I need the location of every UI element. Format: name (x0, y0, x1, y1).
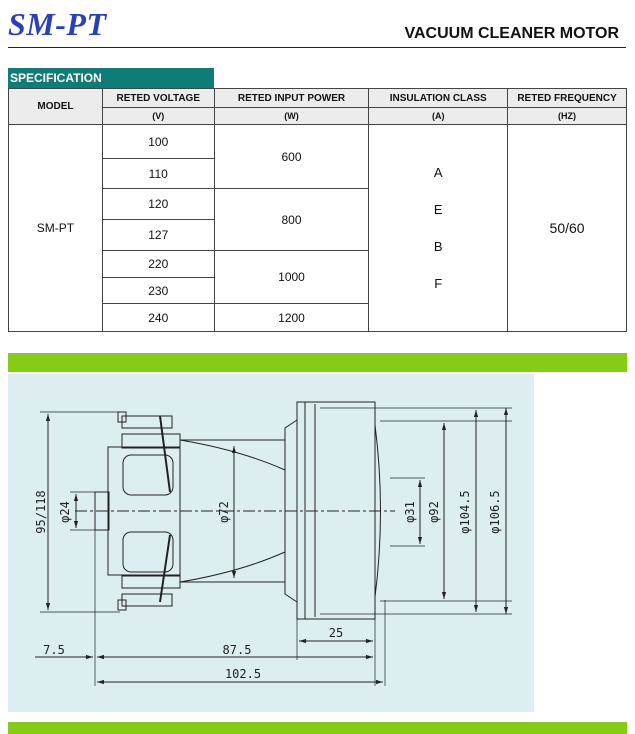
header-insulation: INSULATION CLASS (369, 89, 508, 108)
specification-tab: SPECIFICATION (8, 68, 214, 88)
document-title: VACUUM CLEANER MOTOR (404, 25, 619, 42)
voltage-cell: 240 (102, 304, 214, 332)
unit-voltage: (V) (102, 108, 214, 125)
voltage-cell: 220 (102, 251, 214, 278)
dim-7-5-label: 7.5 (43, 643, 65, 657)
insulation-class: A (433, 165, 443, 180)
brand-logo: SM-PT (8, 6, 107, 42)
voltage-cell: 120 (102, 189, 214, 220)
unit-frequency: (HZ) (508, 108, 627, 125)
dim-phi72-label: φ72 (217, 501, 231, 523)
dim-phi104-5-label: φ104.5 (458, 490, 472, 534)
dim-102-5-label: 102.5 (224, 667, 262, 681)
dim-phi106-5-label: φ106.5 (488, 490, 502, 534)
unit-power: (W) (214, 108, 369, 125)
voltage-cell: 230 (102, 278, 214, 304)
power-cell: 600 (214, 125, 369, 189)
voltage-cell: 110 (102, 159, 214, 189)
power-cell: 1000 (214, 251, 369, 304)
dim-phi92-label: φ92 (427, 501, 441, 523)
voltage-cell: 127 (102, 220, 214, 251)
dim-95-118-label: 95/118 (34, 490, 48, 534)
brush-plate-bottom (122, 576, 180, 588)
insulation-class: F (434, 276, 443, 291)
dim-87-5-label: 87.5 (222, 643, 252, 657)
power-cell: 800 (214, 189, 369, 251)
frequency-cell: 50/60 (508, 125, 627, 332)
dim-25-label: 25 (328, 626, 344, 640)
dim-phi31-label: φ31 (403, 501, 417, 523)
brush-holder-top (122, 416, 172, 428)
brush-spring-bottom (160, 535, 170, 602)
insulation-class: B (433, 239, 443, 254)
dim-phi24-label: φ24 (58, 501, 72, 523)
unit-insulation: (A) (369, 108, 508, 125)
model-cell: SM-PT (9, 125, 103, 332)
voltage-cell: 100 (102, 125, 214, 159)
header-frequency: RETED FREQUENCY (508, 89, 627, 108)
brush-plate-top (122, 434, 180, 448)
power-cell: 1200 (214, 304, 369, 332)
insulation-class: E (433, 202, 443, 217)
brush-spring-top (160, 416, 170, 492)
header-model: MODEL (9, 89, 103, 125)
brush-holder-bottom (122, 594, 172, 606)
header-power: RETED INPUT POWER (214, 89, 369, 108)
header-voltage: RETED VOLTAGE (102, 89, 214, 108)
